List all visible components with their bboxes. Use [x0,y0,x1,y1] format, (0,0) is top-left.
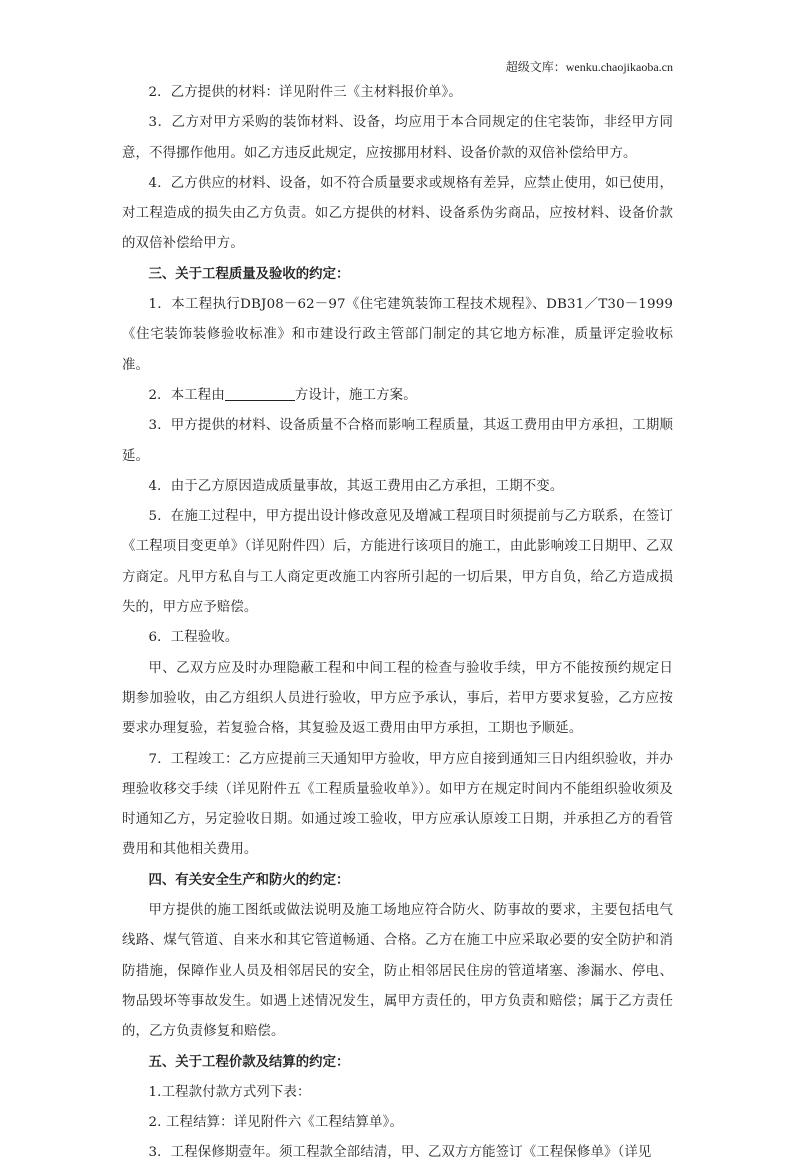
section-heading: 四、有关安全生产和防火的约定： [148,872,350,888]
page-header-source: 超级文库：wenku.chaojikaoba.cn [505,60,673,74]
paragraph: 3．工程保修期壹年。须工程款全部结清，甲、乙双方方能签订《工程保修单》（详见 [148,1145,652,1161]
paragraph: 3．乙方对甲方采购的装饰材料、设备，均应用于本合同规定的住宅装饰，非经甲方同意，不得挪作他用。如乙方违反此规定，应按挪用材料、设备价款的双倍补偿给甲方。 [122,115,673,161]
paragraph [122,381,673,411]
text: 2．本工程由 [148,387,225,403]
paragraph: 4．由于乙方原因造成质量事故，其返工费用由乙方承担，工期不变。 [148,478,564,494]
section-heading: 五、关于工程价款及结算的约定： [148,1054,350,1070]
paragraph: 甲、乙双方应及时办理隐蔽工程和中间工程的检查与验收手续，甲方不能按预约规定日期参加验收，由乙方组织人员进行验收，甲方应予承认，事后，若甲方要求复验，乙方应按要求办理复验，若复验合格，其复验及返工费用由甲方承担，工期也予顺延。 [122,660,673,737]
paragraph: 1.工程款付款方式列下表： [148,1084,311,1100]
document-body [122,78,673,1169]
paragraph: 甲方提供的施工图纸或做法说明及施工场地应符合防火、防事故的要求，主要包括电气线路、煤气管道、自来水和其它管道畅通、合格。乙方在施工中应采取必要的安全防护和消防措施，保障作业人员及相邻居民的安全，防止相邻居民住房的管道堵塞、渗漏水、停电、物品毁坏等事故发生。如遇上述情况发生，属甲方责任的，甲方负责和赔偿；属于乙方责任的，乙方负责修复和赔偿。 [122,903,673,1040]
fill-in-blank [225,386,295,401]
paragraph: 2. 工程结算：详见附件六《工程结算单》。 [148,1115,404,1131]
paragraph: 5．在施工过程中，甲方提出设计修改意见及增减工程项目时须提前与乙方联系，在签订《工程项目变更单》（详见附件四）后，方能进行该项目的施工，由此影响竣工日期甲、乙双方商定。凡甲方私自与工人商定更改施工内容所引起的一切后果，甲方自负，给乙方造成损失的，甲方应予赔偿。 [122,509,673,616]
paragraph: 7．工程竣工：乙方应提前三天通知甲方验收，甲方应自接到通知三日内组织验收，并办理验收移交手续（详见附件五《工程质量验收单》）。如甲方在规定时间内不能组织验收须及时通知乙方，另定验收日期。如通过竣工验收，甲方应承认原竣工日期，并承担乙方的看管费用和其他相关费用。 [122,751,673,858]
paragraph: 2．乙方提供的材料：详见附件三《主材料报价单》。 [148,85,462,100]
section-heading: 三、关于工程质量及验收的约定： [148,266,350,282]
text: 方设计，施工方案。 [294,387,417,403]
paragraph: 6．工程验收。 [148,630,239,646]
paragraph: 1．本工程执行DBJ08－62－97《住宅建筑装饰工程技术规程》、DB31／T30－1999《住宅装饰装修验收标准》和市建设行政主管部门制定的其它地方标准，质量评定验收标准。 [122,297,673,373]
paragraph: 3．甲方提供的材料、设备质量不合格而影响工程质量，其返工费用由甲方承担，工期顺延。 [122,418,673,464]
paragraph: 4．乙方供应的材料、设备，如不符合质量要求或规格有差异，应禁止使用，如已使用，对工程造成的损失由乙方负责。如乙方提供的材料、设备系伪劣商品，应按材料、设备价款的双倍补偿给甲方。 [122,175,673,252]
